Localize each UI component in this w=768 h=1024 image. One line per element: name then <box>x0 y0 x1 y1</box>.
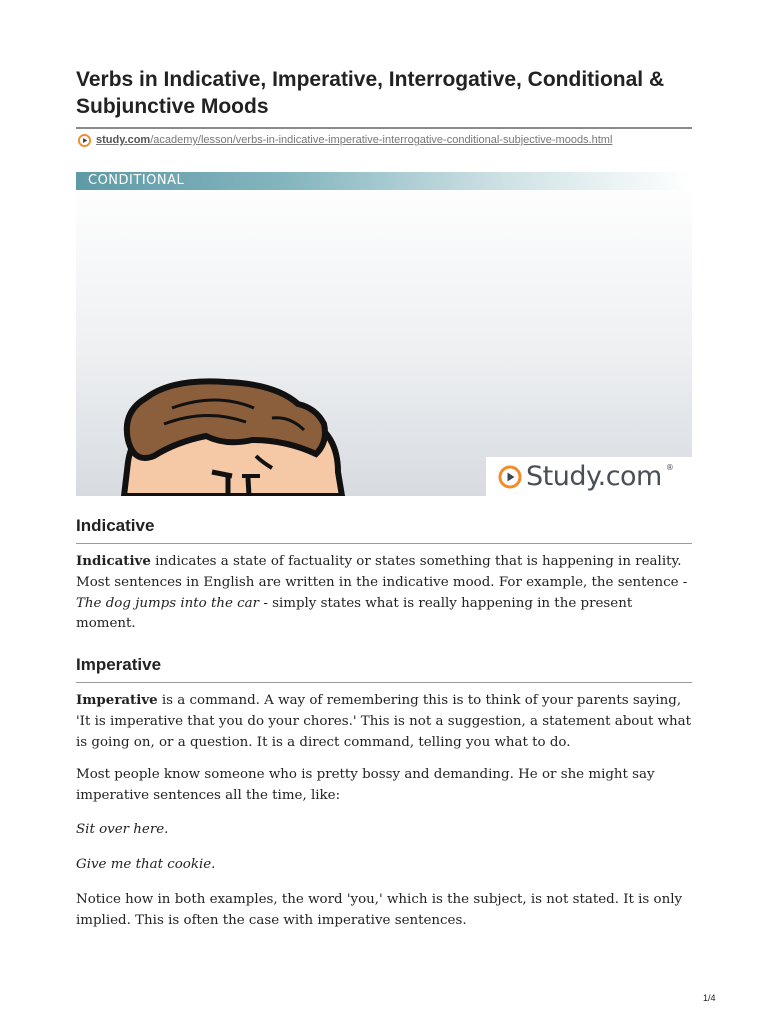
hero-banner-label: CONDITIONAL <box>88 173 185 188</box>
imperative-example-1 <box>76 820 692 841</box>
title-divider <box>76 127 692 129</box>
study-logo-icon <box>498 465 522 489</box>
source-domain: study.com <box>96 134 151 146</box>
imperative-example-2 <box>76 855 692 876</box>
cartoon-boy-illustration <box>76 172 692 496</box>
section-divider <box>76 682 692 683</box>
page-title: Verbs in Indicative, Imperative, Interrogative, Conditional & Subjunctive Moods <box>76 68 665 118</box>
paragraph-text: is a command. A way of remembering this is to think of your parents saying, 'It is imperative that you do your chores.' This is not a suggestion, a statement about what is going on, or a question. It is a direct command, telling you what to do. <box>76 693 692 750</box>
study-logo-icon <box>78 134 91 147</box>
section-heading-indicative: Indicative <box>76 516 155 535</box>
source-line <box>78 132 612 148</box>
example-italic: The dog jumps into the car <box>76 595 260 611</box>
term-bold: Imperative <box>76 692 158 708</box>
watermark-trademark: ® <box>665 463 674 472</box>
watermark-text: Study.com <box>526 461 662 492</box>
imperative-paragraph-3: Notice how in both examples, the word 'you,' which is the subject, is not stated. It is only implied. This is often the case with imperative sentences. <box>76 892 683 928</box>
paragraph-text: - simply states what is really happening in the present moment. <box>76 595 633 632</box>
paragraph-text: indicates a state of factuality or states something that is happening in reality. Most sentences in English are written in the indicative mood. For example, the sentence - <box>76 554 688 590</box>
section-heading-imperative: Imperative <box>76 655 162 674</box>
page-number: 1/4 <box>703 993 716 1003</box>
term-bold: Indicative <box>76 553 151 569</box>
source-path: /academy/lesson/verbs-in-indicative-imperative-interrogative-conditional-subjective-moods.html <box>150 134 613 146</box>
example-italic: Sit over here. <box>76 822 169 837</box>
imperative-paragraph <box>76 690 692 753</box>
section-divider <box>76 543 692 544</box>
source-link[interactable] <box>96 134 612 146</box>
lesson-video-still <box>76 172 692 496</box>
indicative-paragraph <box>76 551 692 635</box>
imperative-paragraph-2: Most people know someone who is pretty bossy and demanding. He or she might say imperative sentences all the time, like: <box>76 767 655 803</box>
example-italic: Give me that cookie. <box>76 857 216 872</box>
study-watermark <box>486 457 692 496</box>
